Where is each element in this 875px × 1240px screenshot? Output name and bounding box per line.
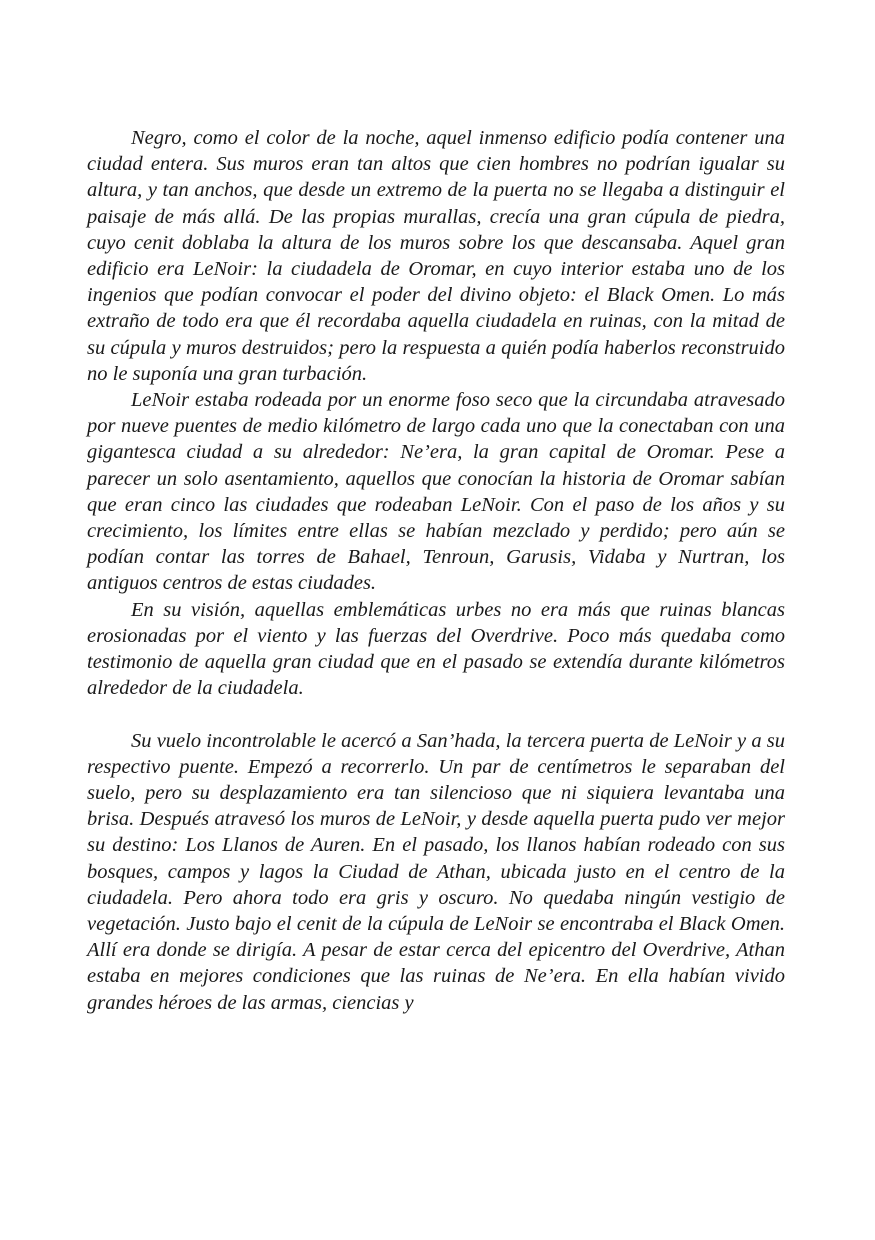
paragraph-2: LeNoir estaba rodeada por un enorme foso seco que la circundaba atravesado por nueve puentes de medio kilómetro de largo cada uno que la conectaban con una gigantesca ciudad a su alrededor: Ne’era, la gran capital de Oromar. Pese a parecer un solo asentamiento, aquellos que conocían la historia de Oromar sabían que eran cinco las ciudades que rodeaban LeNoir. Con el paso de los años y su crecimiento, los límites entre ellas se habían mezclado y perdido; pero aún se podían contar las torres de Bahael, Tenroun, Garusis, Vidaba y Nurtran, los antiguos centros de estas ciudades.: [87, 389, 785, 595]
document-page: [87, 125, 785, 1016]
paragraph-3: En su visión, aquellas emblemáticas urbes no era más que ruinas blancas erosionadas por el viento y las fuerzas del Overdrive. Poco más quedaba como testimonio de aquella gran ciudad que en el pasado se extendía durante kilómetros alrededor de la ciudadela.: [87, 598, 785, 700]
paragraph-1: Negro, como el color de la noche, aquel inmenso edificio podía contener una ciudad entera. Sus muros eran tan altos que cien hombres no podrían igualar su altura, y tan anchos, que desde un extremo de la puerta no se llegaba a distinguir el paisaje de más allá. De las propias murallas, crecía una gran cúpula de piedra, cuyo cenit doblaba la altura de los muros sobre los que descansaba. Aquel gran edificio era LeNoir: la ciudadela de Oromar, en cuyo interior estaba uno de los ingenios que podían convocar el poder del divino objeto: el Black Omen. Lo más extraño de todo era que él recordaba aquella ciudadela en ruinas, con la mitad de su cúpula y muros destruidos; pero la respuesta a quién podía haberlos reconstruido no le suponía una gran turbación.: [87, 127, 785, 385]
section-break: [87, 701, 785, 727]
paragraph-4: Su vuelo incontrolable le acercó a San’hada, la tercera puerta de LeNoir y a su respectivo puente. Empezó a recorrerlo. Un par de centímetros le separaban del suelo, pero su desplazamiento era tan silencioso que ni siquiera levantaba una brisa. Después atravesó los muros de LeNoir, y desde aquella puerta pudo ver mejor su destino: Los Llanos de Auren. En el pasado, los llanos habían rodeado con sus bosques, campos y lagos la Ciudad de Athan, ubicada justo en el centro de la ciudadela. Pero ahora todo era gris y oscuro. No quedaba ningún vestigio de vegetación. Justo bajo el cenit de la cúpula de LeNoir se encontraba el Black Omen. Allí era donde se dirigía. A pesar de estar cerca del epicentro del Overdrive, Athan estaba en mejores condiciones que las ruinas de Ne’era. En ella habían vivido grandes héroes de las armas, ciencias y: [87, 729, 785, 1014]
